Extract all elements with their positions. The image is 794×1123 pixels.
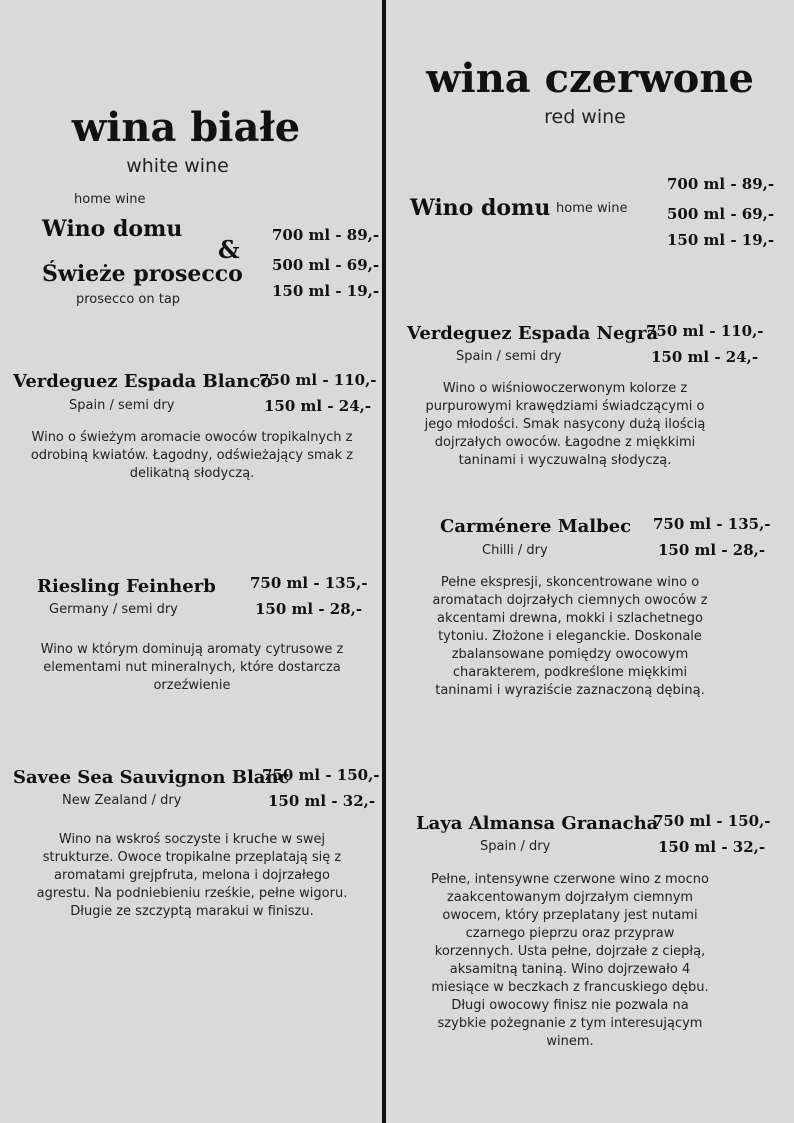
white-house-label: home wine xyxy=(74,192,146,207)
red-wine-3-name: Laya Almansa Granacha xyxy=(416,813,659,834)
red-wine-2-price-150: 150 ml - 28,- xyxy=(658,541,766,559)
white-wine-1-price-750: 750 ml - 110,- xyxy=(259,371,377,389)
white-wine-subtitle: white wine xyxy=(126,155,229,177)
white-house-price-500: 500 ml - 69,- xyxy=(272,256,380,274)
red-wine-2-name: Carménere Malbec xyxy=(440,516,632,537)
white-prosecco-label: prosecco on tap xyxy=(76,292,181,307)
red-house-label: home wine xyxy=(556,201,628,216)
white-wine-1-price-150: 150 ml - 24,- xyxy=(264,397,372,415)
red-wine-3-origin: Spain / dry xyxy=(480,839,551,854)
white-wine-2-description: Wino w którym dominują aromaty cytrusowe z elementami nut mineralnych, które dostarcza orzeźwienie xyxy=(40,642,344,693)
white-wine-3-description: Wino na wskroś soczyste i kruche w swej strukturze. Owoce tropikalne przeplatają się z aromatami grejpfruta, melona i dojrzałego agrestu. Na podniebieniu rześkie, pełne wigoru. Długie ze szczyptą marakui w finiszu. xyxy=(36,832,348,919)
white-wine-2-price-750: 750 ml - 135,- xyxy=(250,574,368,592)
white-wine-3-price-150: 150 ml - 32,- xyxy=(268,792,376,810)
white-house-price-700: 700 ml - 89,- xyxy=(272,226,380,244)
red-wine-title: wina czerwone xyxy=(426,55,754,102)
white-wine-3-origin: New Zealand / dry xyxy=(62,793,182,808)
white-wine-1-description: Wino o świeżym aromacie owoców tropikalnych z odrobiną kwiatów. Łagodny, odświeżający smak z delikatną słodyczą. xyxy=(30,430,354,481)
white-wine-3-price-750: 750 ml - 150,- xyxy=(262,766,380,784)
white-wine-title: wina białe xyxy=(71,104,301,151)
white-house-name: Wino domu xyxy=(42,216,183,242)
column-divider xyxy=(382,0,386,1123)
red-wine-1-price-150: 150 ml - 24,- xyxy=(651,348,759,366)
red-wine-3-price-750: 750 ml - 150,- xyxy=(653,812,771,830)
red-wine-2-description: Pełne ekspresji, skoncentrowane wino o aromatach dojrzałych ciemnych owoców z akcentami drewna, mokki i szlachetnego tytoniu. Złożone i eleganckie. Doskonale zbalansowane pomiędzy owocowym charakterem, podkreślone miękkimi taninami i wyraziście zaznaczoną dębiną. xyxy=(432,575,708,698)
red-house-price-150: 150 ml - 19,- xyxy=(667,231,775,249)
red-wine-3-description: Pełne, intensywne czerwone wino z mocno zaakcentowanym dojrzałym ciemnym owocem, który przeplatany jest nutami czarnego pieprzu oraz przypraw korzennych. Usta pełne, dojrzałe z ciepłą, aksamitną taniną. Wino dojrzewało 4 miesiące w beczkach z francuskiego dębu. Długi owocowy finisz nie pozwala na szybkie pożegnanie z tym interesującym winem. xyxy=(431,872,709,1049)
white-wine-2-origin: Germany / semi dry xyxy=(49,602,178,617)
red-wine-2-origin: Chilli / dry xyxy=(482,543,548,558)
white-house-name2: Świeże prosecco xyxy=(42,261,243,287)
red-wine-1-description: Wino o wiśniowoczerwonym kolorze z purpurowymi krawędziami świadczącymi o jego młodości. Smak nasycony dużą ilością dojrzałych owoców. Łagodne z miękkimi taninami i wyczuwalną słodyczą. xyxy=(424,381,706,468)
white-wine-3-name: Savee Sea Sauvignon Blanc xyxy=(13,767,290,788)
red-wine-1-name: Verdeguez Espada Negra xyxy=(407,323,659,344)
white-wine-1-name: Verdeguez Espada Blanco xyxy=(13,371,273,392)
red-wine-1-price-750: 750 ml - 110,- xyxy=(646,322,764,340)
red-house-price-500: 500 ml - 69,- xyxy=(667,205,775,223)
white-wine-1-origin: Spain / semi dry xyxy=(69,398,175,413)
red-wine-1-origin: Spain / semi dry xyxy=(456,349,562,364)
red-wine-2-price-750: 750 ml - 135,- xyxy=(653,515,771,533)
red-house-price-700: 700 ml - 89,- xyxy=(667,175,775,193)
red-wine-3-price-150: 150 ml - 32,- xyxy=(658,838,766,856)
white-wine-2-name: Riesling Feinherb xyxy=(37,576,216,597)
white-house-price-150: 150 ml - 19,- xyxy=(272,282,380,300)
white-wine-2-price-150: 150 ml - 28,- xyxy=(255,600,363,618)
red-wine-subtitle: red wine xyxy=(544,106,626,128)
red-house-name: Wino domu xyxy=(410,195,551,221)
white-house-ampersand: & xyxy=(218,235,240,264)
